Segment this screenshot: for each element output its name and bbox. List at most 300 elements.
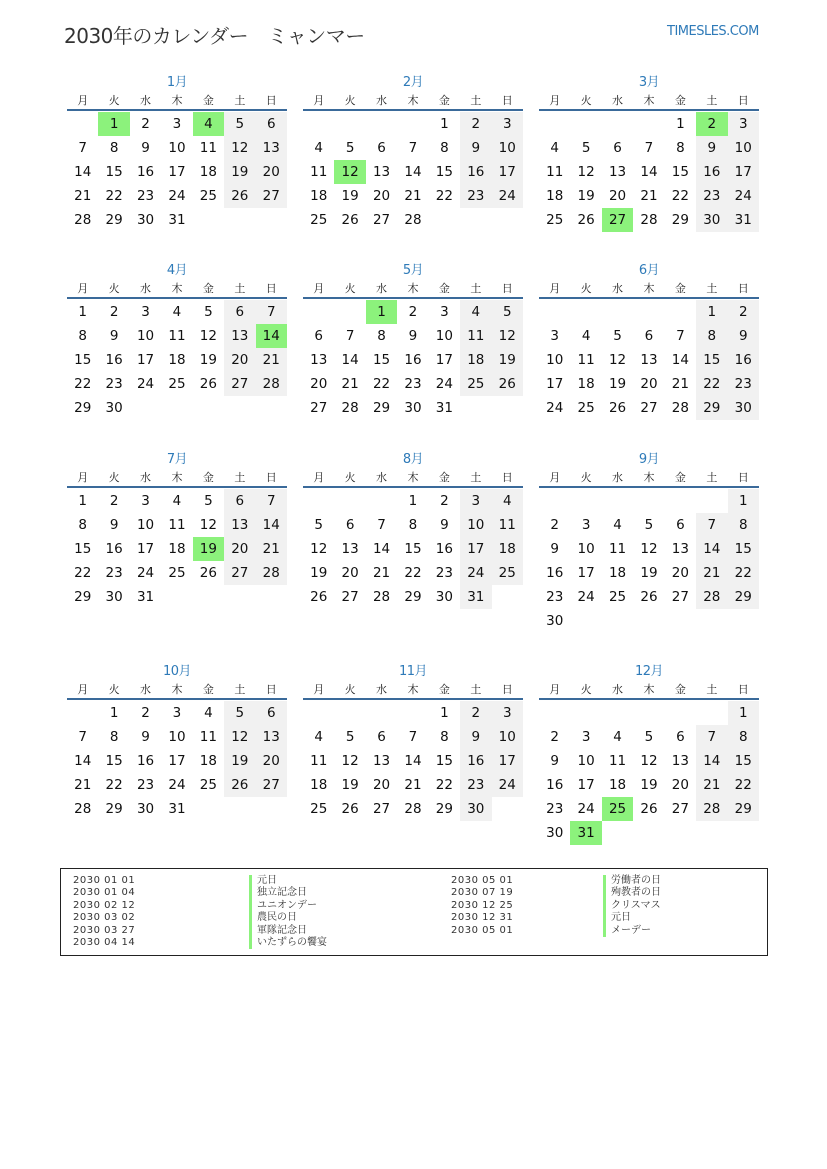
day-cell: 30 — [404, 400, 422, 416]
weekday-label: 日 — [501, 471, 513, 484]
week-row — [67, 112, 287, 136]
day-cell: 8 — [109, 729, 119, 745]
day-cell: 12 — [224, 136, 255, 160]
day-cell: 9 — [460, 136, 491, 160]
day-cell: 4 — [550, 140, 559, 156]
day-cell: 12 — [341, 753, 359, 769]
month-block — [539, 663, 759, 845]
week-row — [539, 585, 759, 609]
day-cell: 2 — [550, 517, 559, 533]
day-cell: 18 — [608, 565, 627, 581]
empty-cell — [602, 701, 633, 725]
day-cell: 15 — [404, 541, 422, 557]
day-cell: 15 — [105, 753, 123, 769]
empty-cell — [334, 300, 365, 324]
day-cell: 1 — [728, 701, 759, 725]
day-cell: 5 — [581, 140, 591, 156]
holiday-day-cell: 1 — [366, 300, 397, 324]
day-cell: 10 — [168, 729, 186, 745]
day-cell: 25 — [168, 565, 186, 581]
weekday-label: 金 — [674, 94, 686, 107]
week-row — [539, 112, 759, 136]
day-cell: 21 — [404, 777, 422, 793]
day-cell: 2 — [109, 493, 119, 509]
weekday-label: 月 — [549, 471, 561, 484]
day-cell: 8 — [696, 324, 727, 348]
day-cell: 19 — [492, 348, 523, 372]
day-cell: 8 — [440, 729, 449, 745]
month-block — [539, 262, 759, 420]
day-cell: 24 — [136, 376, 155, 392]
weekday-header — [539, 681, 759, 700]
day-cell: 13 — [640, 352, 658, 368]
day-cell: 7 — [377, 517, 386, 533]
day-cell: 10 — [492, 725, 523, 749]
weekday-label: 水 — [140, 683, 152, 696]
empty-cell — [366, 701, 397, 725]
weekday-header — [303, 280, 523, 299]
day-cell: 3 — [440, 304, 449, 320]
day-cell: 1 — [78, 304, 87, 320]
day-cell: 15 — [435, 753, 453, 769]
holiday-names-right — [603, 875, 661, 937]
month-block — [67, 262, 287, 420]
day-cell: 16 — [105, 541, 123, 557]
day-cell: 5 — [224, 701, 255, 725]
weekday-label: 日 — [501, 94, 513, 107]
week-row — [539, 725, 759, 749]
empty-cell — [130, 396, 161, 420]
weekday-label: 木 — [407, 471, 419, 484]
day-cell: 5 — [314, 517, 323, 533]
day-cell: 16 — [460, 160, 491, 184]
empty-cell — [224, 396, 255, 420]
weekday-label: 水 — [140, 94, 152, 107]
day-cell: 5 — [345, 140, 355, 156]
weekday-label: 火 — [580, 282, 592, 295]
day-cell: 29 — [435, 801, 453, 817]
day-cell: 6 — [613, 140, 622, 156]
day-cell: 24 — [136, 565, 155, 581]
day-cell: 25 — [492, 561, 523, 585]
day-cell: 27 — [372, 801, 391, 817]
day-cell: 31 — [460, 585, 491, 609]
day-cell: 11 — [310, 753, 328, 769]
day-cell: 7 — [345, 328, 355, 344]
week-row — [303, 184, 523, 208]
month-block — [303, 262, 523, 420]
day-cell: 13 — [372, 164, 391, 180]
week-row — [303, 513, 523, 537]
day-cell: 24 — [728, 184, 759, 208]
day-cell: 18 — [199, 753, 217, 769]
day-cell: 7 — [256, 300, 287, 324]
day-cell: 10 — [577, 541, 595, 557]
weekday-label: 土 — [234, 282, 246, 295]
day-cell: 3 — [581, 729, 591, 745]
month-block — [67, 663, 287, 821]
weekday-label: 土 — [470, 94, 482, 107]
day-cell: 5 — [204, 493, 213, 509]
day-cell: 17 — [728, 160, 759, 184]
day-cell: 23 — [546, 801, 564, 817]
day-cell: 4 — [204, 705, 213, 721]
week-row — [303, 300, 523, 324]
day-cell: 25 — [577, 400, 595, 416]
day-cell: 11 — [492, 513, 523, 537]
holiday-list — [60, 868, 768, 956]
weekday-label: 日 — [737, 282, 749, 295]
day-cell: 23 — [136, 777, 155, 793]
day-cell: 11 — [168, 328, 186, 344]
weekday-label: 土 — [706, 471, 718, 484]
week-row — [67, 561, 287, 585]
empty-cell — [193, 208, 224, 232]
week-row — [67, 300, 287, 324]
week-row — [67, 701, 287, 725]
day-cell: 16 — [404, 352, 422, 368]
week-row — [539, 609, 759, 633]
holiday-date: 2030 04 14 — [73, 936, 136, 948]
day-cell: 22 — [105, 777, 123, 793]
day-cell: 23 — [728, 372, 759, 396]
day-cell: 30 — [546, 613, 564, 629]
week-row — [539, 489, 759, 513]
day-cell: 12 — [640, 753, 658, 769]
week-row — [303, 160, 523, 184]
day-cell: 8 — [728, 725, 759, 749]
day-cell: 16 — [546, 777, 564, 793]
holiday-name: 労働者の日 — [603, 875, 661, 887]
day-cell: 29 — [404, 589, 422, 605]
weekday-header — [67, 469, 287, 488]
empty-cell — [633, 300, 664, 324]
day-cell: 17 — [546, 376, 564, 392]
week-row — [303, 773, 523, 797]
week-row — [67, 324, 287, 348]
week-row — [539, 348, 759, 372]
week-row — [539, 561, 759, 585]
day-cell: 20 — [341, 565, 359, 581]
weekday-label: 月 — [549, 94, 561, 107]
day-cell: 4 — [492, 489, 523, 513]
day-cell: 24 — [492, 773, 523, 797]
day-cell: 4 — [613, 517, 622, 533]
day-cell: 24 — [168, 777, 186, 793]
week-row — [67, 372, 287, 396]
weekday-header — [539, 280, 759, 299]
week-row — [67, 773, 287, 797]
empty-cell — [570, 489, 601, 513]
holiday-date: 2030 03 02 — [73, 912, 136, 924]
empty-cell — [193, 585, 224, 609]
empty-cell — [303, 300, 334, 324]
empty-cell — [67, 701, 98, 725]
empty-cell — [696, 821, 727, 845]
day-cell: 23 — [546, 589, 564, 605]
week-row — [67, 585, 287, 609]
empty-cell — [429, 208, 460, 232]
day-cell: 8 — [728, 513, 759, 537]
empty-cell — [696, 489, 727, 513]
week-row — [303, 324, 523, 348]
weekday-label: 火 — [344, 94, 356, 107]
day-cell: 14 — [696, 537, 727, 561]
day-cell: 10 — [136, 517, 155, 533]
weekday-label: 金 — [438, 94, 450, 107]
empty-cell — [539, 489, 570, 513]
weekday-label: 火 — [108, 282, 120, 295]
week-row — [303, 585, 523, 609]
day-cell: 8 — [78, 328, 87, 344]
weekday-label: 土 — [706, 94, 718, 107]
weekday-label: 木 — [407, 282, 419, 295]
weekday-label: 月 — [77, 471, 89, 484]
holiday-name: ユニオンデー — [249, 900, 327, 912]
day-cell: 28 — [256, 561, 287, 585]
empty-cell — [193, 396, 224, 420]
day-cell: 9 — [141, 140, 150, 156]
weekday-label: 木 — [171, 282, 183, 295]
day-cell: 29 — [372, 400, 391, 416]
week-row — [67, 136, 287, 160]
day-cell: 8 — [78, 517, 87, 533]
day-cell: 31 — [168, 801, 186, 817]
weekday-header — [67, 681, 287, 700]
day-cell: 19 — [224, 160, 255, 184]
day-cell: 28 — [696, 585, 727, 609]
day-cell: 31 — [168, 212, 186, 228]
day-cell: 30 — [728, 396, 759, 420]
day-cell: 26 — [640, 801, 658, 817]
day-cell: 22 — [372, 376, 391, 392]
weekday-label: 日 — [501, 282, 513, 295]
day-cell: 8 — [109, 140, 119, 156]
weekday-label: 日 — [265, 683, 277, 696]
empty-cell — [570, 300, 601, 324]
weekday-label: 木 — [643, 94, 655, 107]
weekday-label: 日 — [737, 683, 749, 696]
week-row — [539, 773, 759, 797]
empty-cell — [161, 396, 192, 420]
day-cell: 19 — [341, 777, 359, 793]
holiday-day-cell: 2 — [696, 112, 727, 136]
weekday-label: 水 — [612, 282, 624, 295]
day-cell: 4 — [581, 328, 591, 344]
weekday-label: 水 — [376, 471, 388, 484]
holiday-name: 独立記念日 — [249, 887, 327, 899]
day-cell: 9 — [550, 753, 559, 769]
day-cell: 11 — [577, 352, 595, 368]
month-name: 2月 — [402, 75, 424, 90]
day-cell: 5 — [644, 729, 654, 745]
day-cell: 15 — [105, 164, 123, 180]
day-cell: 16 — [136, 164, 155, 180]
day-cell: 2 — [109, 304, 119, 320]
week-row — [303, 797, 523, 821]
day-cell: 29 — [105, 801, 123, 817]
weekday-label: 月 — [77, 282, 89, 295]
month-name: 10月 — [162, 664, 192, 679]
weekday-label: 火 — [108, 94, 120, 107]
day-cell: 17 — [492, 160, 523, 184]
week-row — [67, 184, 287, 208]
week-row — [67, 537, 287, 561]
weekday-header — [67, 92, 287, 111]
day-cell: 24 — [577, 589, 595, 605]
day-cell: 16 — [546, 565, 564, 581]
month-name: 5月 — [402, 263, 424, 278]
day-cell: 1 — [728, 489, 759, 513]
weekday-label: 木 — [407, 683, 419, 696]
weekday-label: 金 — [674, 471, 686, 484]
week-row — [539, 821, 759, 845]
day-cell: 16 — [105, 352, 123, 368]
day-cell: 26 — [224, 773, 255, 797]
day-cell: 11 — [168, 517, 186, 533]
weekday-label: 水 — [140, 282, 152, 295]
day-cell: 16 — [435, 541, 453, 557]
weekday-label: 木 — [171, 94, 183, 107]
day-cell: 30 — [546, 825, 564, 841]
holiday-date: 2030 12 25 — [451, 899, 514, 911]
weekday-label: 日 — [265, 94, 277, 107]
day-cell: 3 — [141, 304, 150, 320]
empty-cell — [570, 701, 601, 725]
holiday-name: 元日 — [603, 912, 661, 924]
day-cell: 13 — [671, 753, 689, 769]
weekday-label: 水 — [612, 94, 624, 107]
holiday-day-cell: 19 — [193, 537, 224, 561]
day-cell: 6 — [377, 729, 386, 745]
weekday-label: 火 — [108, 683, 120, 696]
day-cell: 9 — [550, 541, 559, 557]
week-row — [539, 797, 759, 821]
weekday-label: 土 — [234, 683, 246, 696]
holiday-day-cell: 4 — [193, 112, 224, 136]
day-cell: 7 — [408, 729, 418, 745]
empty-cell — [334, 112, 365, 136]
day-cell: 14 — [372, 541, 391, 557]
weekday-label: 火 — [344, 282, 356, 295]
day-cell: 28 — [341, 400, 359, 416]
weekday-header — [539, 469, 759, 488]
empty-cell — [665, 821, 696, 845]
week-row — [303, 561, 523, 585]
day-cell: 8 — [676, 140, 685, 156]
day-cell: 23 — [105, 565, 123, 581]
day-cell: 18 — [546, 188, 564, 204]
day-cell: 29 — [74, 400, 92, 416]
empty-cell — [665, 701, 696, 725]
day-cell: 3 — [581, 517, 591, 533]
day-cell: 1 — [109, 705, 119, 721]
day-cell: 21 — [372, 565, 391, 581]
holiday-date: 2030 05 01 — [451, 924, 514, 936]
brand-link[interactable]: TIMESLES.COM — [667, 24, 759, 39]
day-cell: 15 — [435, 164, 453, 180]
day-cell: 2 — [460, 701, 491, 725]
day-cell: 6 — [224, 300, 255, 324]
day-cell: 27 — [372, 212, 391, 228]
day-cell: 5 — [492, 300, 523, 324]
day-cell: 25 — [199, 188, 217, 204]
day-cell: 22 — [74, 376, 92, 392]
day-cell: 30 — [435, 589, 453, 605]
day-cell: 5 — [613, 328, 622, 344]
week-row — [539, 136, 759, 160]
holiday-date: 2030 03 27 — [73, 924, 136, 936]
empty-cell — [602, 609, 633, 633]
week-row — [539, 184, 759, 208]
month-block — [303, 451, 523, 609]
day-cell: 7 — [696, 513, 727, 537]
empty-cell — [334, 701, 365, 725]
empty-cell — [696, 609, 727, 633]
weekday-label: 火 — [108, 471, 120, 484]
day-cell: 16 — [460, 749, 491, 773]
day-cell: 7 — [78, 140, 87, 156]
weekday-header — [303, 469, 523, 488]
day-cell: 27 — [224, 561, 255, 585]
weekday-label: 月 — [313, 683, 325, 696]
day-cell: 3 — [141, 493, 150, 509]
empty-cell — [366, 112, 397, 136]
day-cell: 2 — [141, 705, 150, 721]
day-cell: 26 — [492, 372, 523, 396]
week-row — [539, 160, 759, 184]
weekday-label: 月 — [77, 683, 89, 696]
day-cell: 2 — [141, 116, 150, 132]
week-row — [303, 136, 523, 160]
weekday-label: 水 — [376, 94, 388, 107]
day-cell: 27 — [256, 184, 287, 208]
empty-cell — [602, 112, 633, 136]
holiday-date: 2030 07 19 — [451, 887, 514, 899]
empty-cell — [665, 609, 696, 633]
day-cell: 23 — [136, 188, 155, 204]
empty-cell — [633, 701, 664, 725]
day-cell: 23 — [105, 376, 123, 392]
holiday-date: 2030 01 04 — [73, 887, 136, 899]
empty-cell — [602, 300, 633, 324]
day-cell: 16 — [696, 160, 727, 184]
day-cell: 21 — [640, 188, 658, 204]
weekday-label: 木 — [171, 683, 183, 696]
empty-cell — [602, 489, 633, 513]
day-cell: 30 — [105, 400, 123, 416]
week-row — [539, 513, 759, 537]
day-cell: 17 — [168, 164, 186, 180]
weekday-label: 日 — [501, 683, 513, 696]
day-cell: 6 — [676, 517, 685, 533]
day-cell: 9 — [408, 328, 418, 344]
day-cell: 3 — [492, 701, 523, 725]
week-row — [303, 725, 523, 749]
holiday-day-cell: 31 — [570, 821, 601, 845]
weekday-label: 火 — [344, 471, 356, 484]
day-cell: 3 — [172, 116, 182, 132]
week-row — [539, 537, 759, 561]
week-row — [303, 112, 523, 136]
day-cell: 6 — [377, 140, 386, 156]
day-cell: 22 — [74, 565, 92, 581]
month-block — [303, 74, 523, 232]
empty-cell — [633, 112, 664, 136]
day-cell: 7 — [696, 725, 727, 749]
day-cell: 17 — [577, 565, 595, 581]
day-cell: 17 — [577, 777, 595, 793]
